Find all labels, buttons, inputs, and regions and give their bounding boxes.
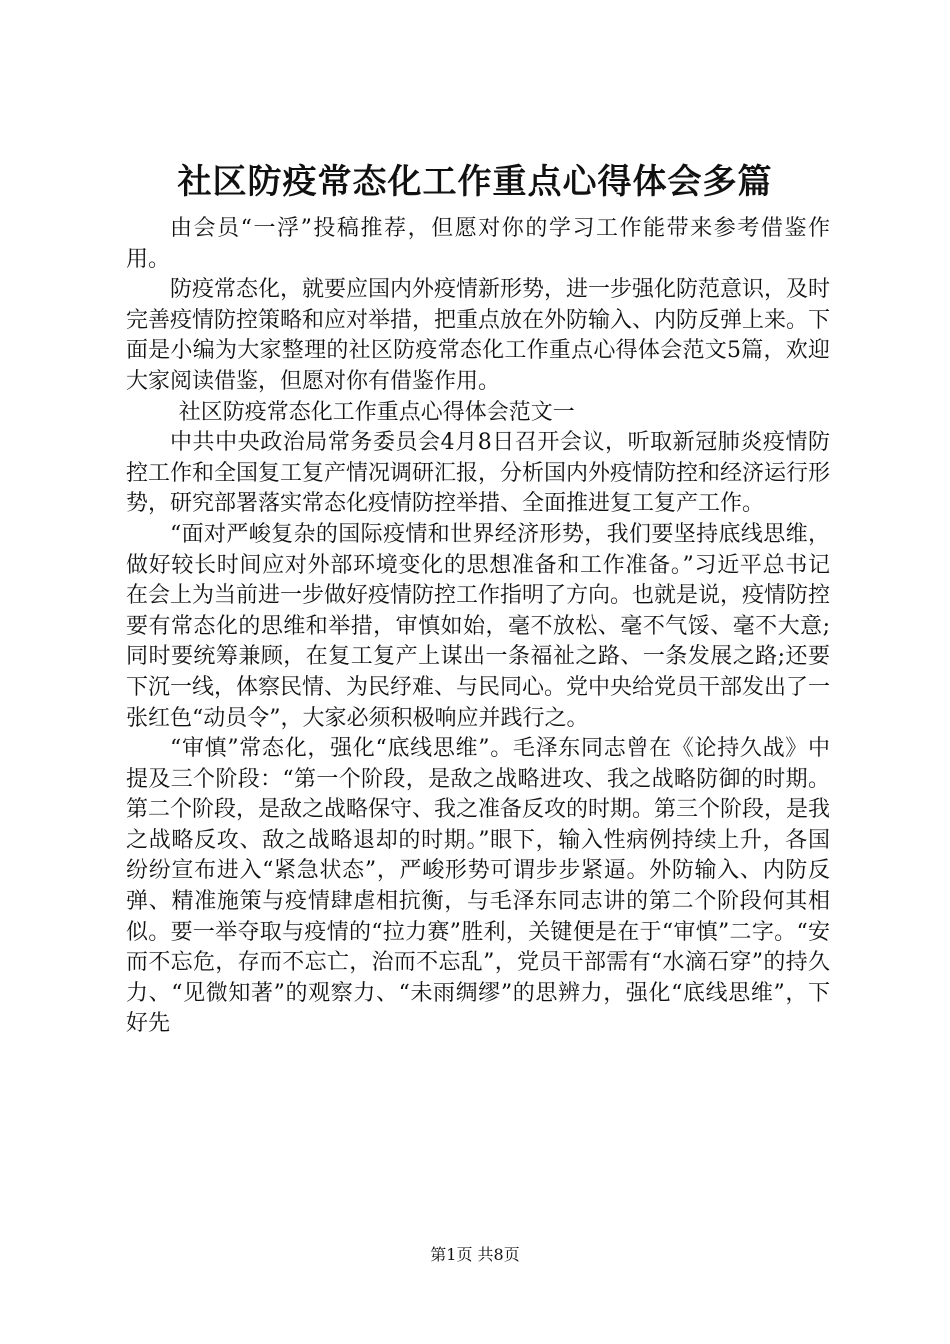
- page-number-footer: 第1页 共8页: [430, 1245, 520, 1264]
- document-body: [126, 214, 830, 1040]
- section-heading: 社区防疫常态化工作重点心得体会范文一: [178, 399, 575, 425]
- paragraph-summary: 防疫常态化，就要应国内外疫情新形势，进一步强化防范意识，及时完善疫情防控策略和应对举措，把重点放在外防输入、内防反弹上来。下面是小编为大家整理的社区防疫常态化工作重点心得体会范文5篇，欢迎大家阅读借鉴，但愿对你有借鉴作用。: [126, 277, 831, 394]
- paragraph-caution: “审慎”常态化，强化“底线思维”。毛泽东同志曾在《论持久战》中提及三个阶段：“第一个阶段，是敌之战略进攻、我之战略防御的时期。第二个阶段，是敌之战略保守、我之准备反攻的时期。第三个阶段，是我之战略反攻、敌之战略退却的时期。”眼下，输入性病例持续上升，各国纷纷宣布进入“紧急状态”，严峻形势可谓步步紧逼。外防输入、内防反弹、精准施策与疫情肆虐相抗衡，与毛泽东同志讲的第二个阶段何其相似。要一举夺取与疫情的“拉力赛”胜利，关键便是在于“审慎”二字。“安而不忘危，存而不忘亡，治而不忘乱”，党员干部需有“水滴石穿”的持久力、“见微知著”的观察力、“未雨绸缪”的思辨力，强化“底线思维”，下好先: [126, 736, 831, 1037]
- paragraph-meeting: 中共中央政治局常务委员会4月8日召开会议，听取新冠肺炎疫情防控工作和全国复工复产情况调研汇报，分析国内外疫情防控和经济运行形势，研究部署落实常态化疫情防控举措、全面推进复工复产工作。: [126, 430, 831, 517]
- paragraph-quote: “面对严峻复杂的国际疫情和世界经济形势，我们要坚持底线思维，做好较长时间应对外部环境变化的思想准备和工作准备。”习近平总书记在会上为当前进一步做好疫情防控工作指明了方向。也就是说，疫情防控要有常态化的思维和举措，审慎如始，毫不放松、毫不气馁、毫不大意;同时要统筹兼顾，在复工复产上谋出一条福祉之路、一条发展之路;还要下沉一线，体察民情、为民纾难、与民同心。党中央给党员干部发出了一张红色“动员令”，大家必须积极响应并践行之。: [126, 521, 831, 731]
- document-title: 社区防疫常态化工作重点心得体会多篇: [177, 162, 773, 202]
- paragraph-intro: 由会员“一浮”投稿推荐，但愿对你的学习工作能带来参考借鉴作用。: [126, 216, 830, 272]
